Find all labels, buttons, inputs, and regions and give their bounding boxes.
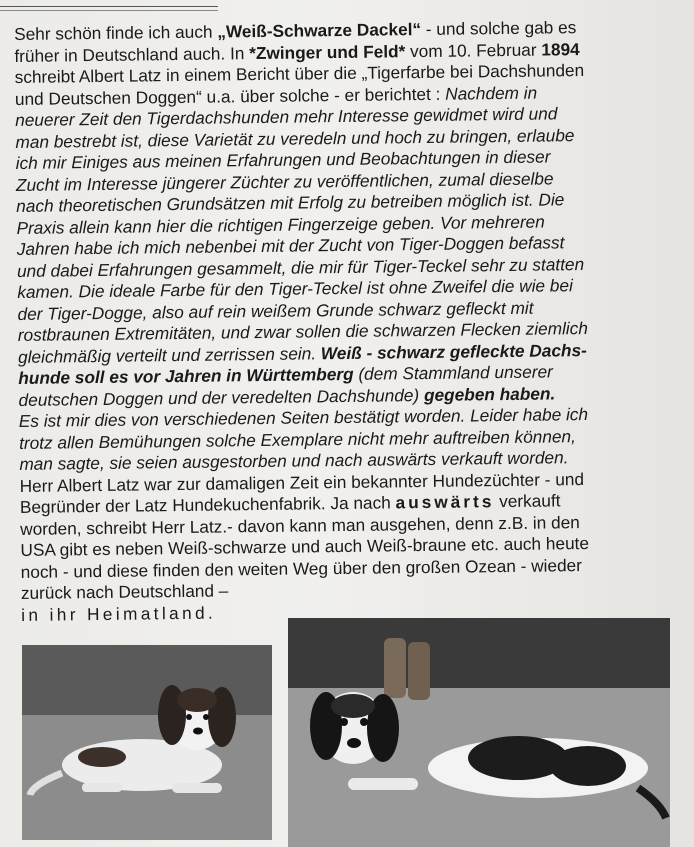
article-text-run: auswärts [395,491,495,513]
article-text-run: ich mir Einiges aus meinen Erfahrungen und Beobachtungen in dieser [15,146,551,173]
article-tail-heimatland: in ihr Heimatland. [21,602,217,625]
article-text-run: Praxis allein kann hier die richtigen Fingerzeige geben. Vor mehreren [16,211,545,238]
article-text [14,16,681,626]
article-text-run: *Zwinger und Feld* [249,40,406,63]
article-text-run: (dem Stammland unserer [353,361,553,384]
article-text-run: noch - und diese finden den weiten Weg über den großen Ozean - wieder [20,554,583,582]
dog-left-illustration [22,645,272,840]
article-text-run: man sagte, sie seien ausgestorben und nach auswärts verkauft worden. [19,447,569,474]
article-text-run: und dabei Erfahrungen gesammelt, die mir für Tiger-Teckel sehr zu statten [16,253,585,281]
article-text-run: Begründer der Latz Hundekuchenfabrik. Ja nach [19,492,396,517]
article-text-run: Sehr schön finde ich auch [14,21,218,44]
article-text-run: früher in Deutschland auch. In [14,42,250,66]
article-text-run: „Weiß-Schwarze Dackel“ [217,19,422,42]
article-text-run: kamen. Die ideale Farbe für den Tiger-Teckel ist ohne Zweifel die wie bei [17,275,573,302]
article-text-run: Herr Albert Latz war zur damaligen Zeit ein bekannter Hundezüchter - und [19,468,585,496]
article-text-run: worden, schreibt Herr Latz.- davon kann man ausgehen, denn z.B. in den [20,511,580,539]
article-text-run: gegeben haben. [423,382,556,405]
article-text-run: 1894 [541,38,580,60]
article-text-run: vom 10. Februar [405,39,542,61]
article-text-run: Es ist mir dies von verschiedenen Seiten bestätigt worden. Leider habe ich [18,404,589,431]
article-text-run: nach theoretischen Grundsätzen mit Erfolg zu betreiben möglich ist. Die [16,189,565,216]
article-text-run: Nachdem in [445,82,538,104]
top-rule-secondary [0,10,218,11]
article-text-run: Weiß - schwarz gefleckte Dachs- [320,339,587,363]
article-text-run: rostbraunen Extremitäten, und zwar sollen die schwarzen Flecken ziemlich [17,318,589,345]
article-text-run: hunde soll es vor Jahren in Württemberg [18,363,354,388]
article-text-run: trotz allen Bemühungen solche Exemplare nicht mehr auftreiben können, [18,425,576,453]
article-text-run: und Deutschen Doggen“ u.a. über solche - er berichtet : [14,83,446,109]
photo-left-dachshund [22,645,272,840]
article-text-run: neuerer Zeit den Tigerdachshunden mehr Interesse gewidmet wird und [15,103,558,130]
article-text-run: - und solche gab es [420,17,577,40]
top-rule [0,6,218,7]
article-text-run: verkauft [494,490,561,512]
article-text-run: Jahren habe ich mich nebenbei mit der Zucht von Tiger-Doggen befasst [16,232,565,259]
article-text-run: man bestrebt ist, diese Varietät zu veredeln und hoch zu bringen, erlaube [15,124,575,152]
article-text-run: schreibt Albert Latz in einem Bericht über die „Tigerfarbe bei Dachshunden [14,60,585,87]
article-text-run: Zucht im Interesse jüngerer Züchter zu veröffentlichen, zumal dieselbe [15,167,554,195]
article-text-run: der Tiger-Dogge, also auf rein weißem Grunde schwarz gefleckt mit [17,297,534,324]
article-text-run: gleichmäßig verteilt und zerrissen sein. [17,342,321,367]
article-text-run: deutschen Doggen und der veredelten Dachshunde) [18,384,425,410]
photo-right-dachshund [288,618,670,847]
article-text-run: USA gibt es neben Weiß-schwarze und auch Weiß-braune etc. auch heute [20,533,590,560]
dog-right-illustration [288,618,670,847]
article-tail-line: zurück nach Deutschland – [20,580,229,603]
